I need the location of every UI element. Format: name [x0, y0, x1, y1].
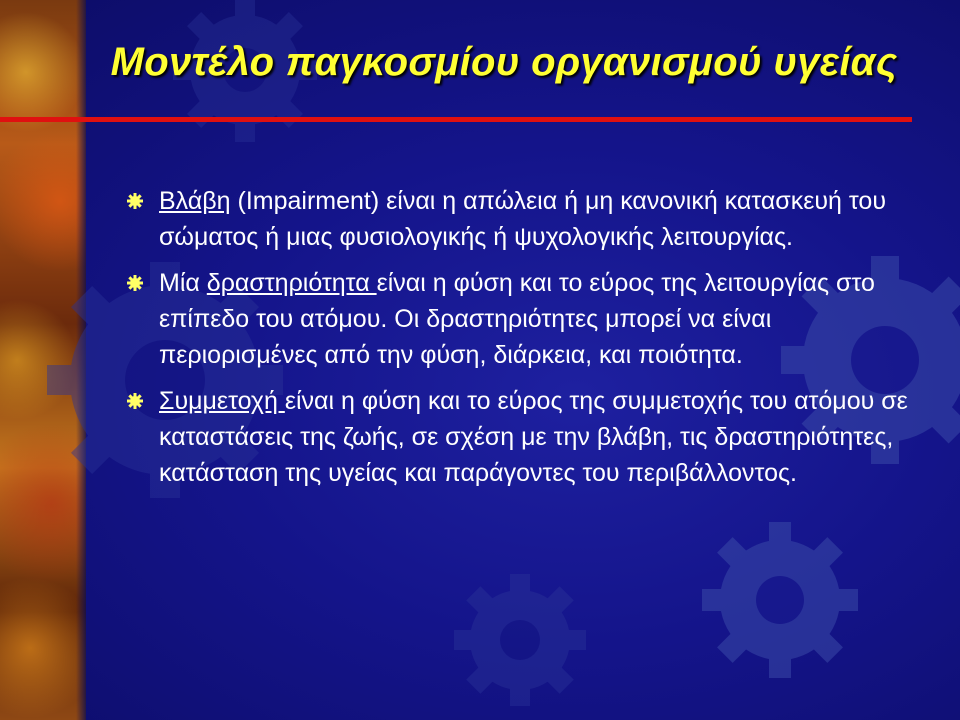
bullet-list	[125, 183, 915, 501]
bullet-text: είναι η φύση και το εύρος της συμμετοχής του ατόμου σε καταστάσεις της ζωής, σε σχέση με την βλάβη, τις δραστηριότητες, κατάσταση της υγείας και παράγοντες του περιβάλλοντος.	[159, 387, 908, 487]
gear-bullet-icon	[127, 193, 143, 209]
gear-bullet-icon	[127, 393, 143, 409]
bullet-item-impairment	[125, 183, 915, 255]
slide-title: Μοντέλο παγκοσμίου οργανισμού υγείας	[110, 40, 898, 84]
term-participation: Συμμετοχή	[159, 387, 285, 415]
bullet-text: είναι η φύση και το εύρος της λειτουργίας στο επίπεδο του ατόμου. Οι δραστηριότητες μπορεί να είναι περιορισμένες από την φύση, διάρκεια, και ποιότητα.	[159, 269, 875, 369]
gear-icon	[702, 522, 858, 678]
term-activity: δραστηριότητα	[206, 269, 377, 297]
bullet-prefix: Μία	[159, 269, 207, 297]
bullet-item-activity	[125, 265, 915, 373]
bullet-text: (Impairment) είναι η απώλεια ή μη κανονική κατασκευή του σώματος ή μιας φυσιολογικής ή ψυχολογικής λειτουργίας.	[159, 187, 886, 251]
gear-icon	[454, 574, 586, 706]
title-divider	[0, 117, 912, 122]
term-impairment: Βλάβη	[159, 187, 231, 215]
bullet-item-participation	[125, 383, 915, 491]
gear-bullet-icon	[127, 275, 143, 291]
